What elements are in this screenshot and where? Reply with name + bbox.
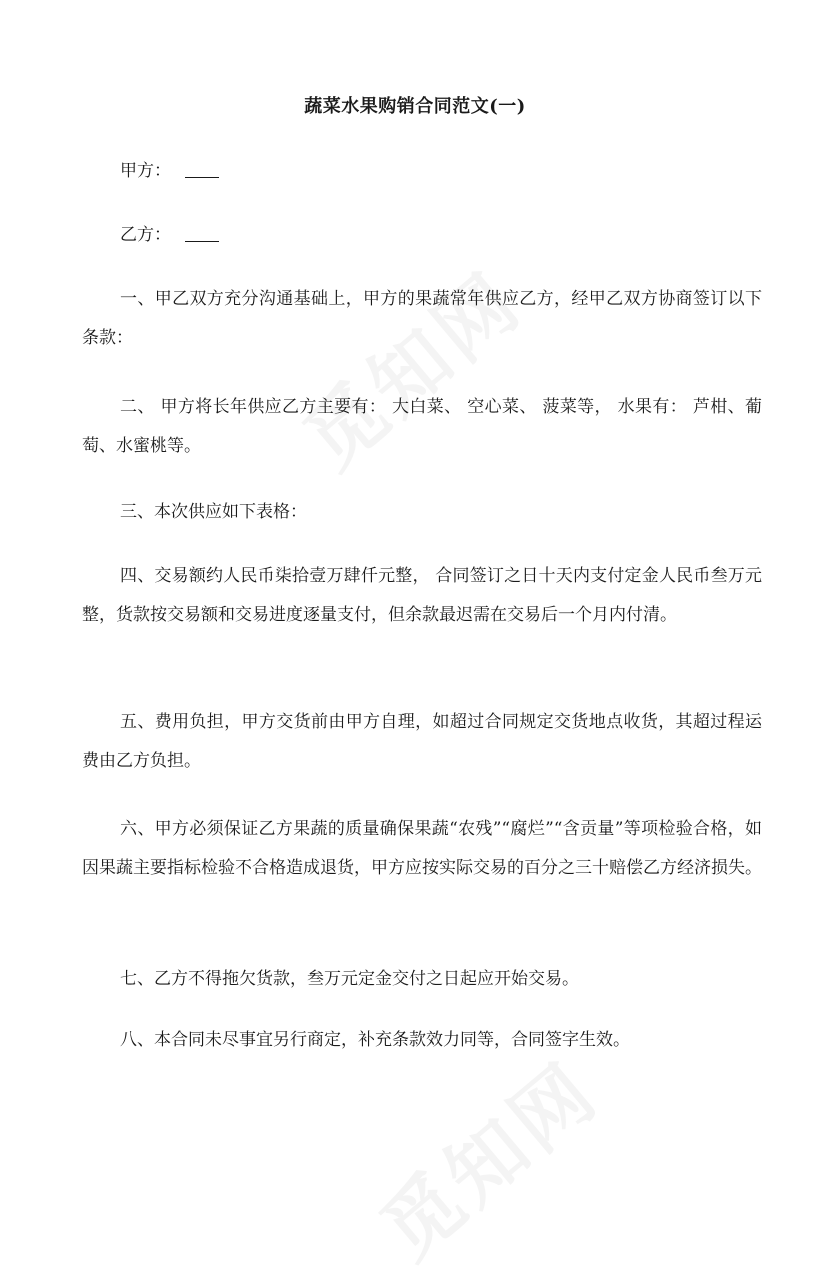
clause-7: 七、乙方不得拖欠货款，叁万元定金交付之日起应开始交易。 (120, 969, 579, 989)
party-a-blank (185, 159, 219, 178)
party-a-label: 甲方： (120, 161, 171, 181)
party-b-label: 乙方： (120, 225, 171, 245)
clause-6: 六、甲方必须保证乙方果蔬的质量确保果蔬“农残”“腐烂”“含贡量”等项检验合格，如因果蔬主要指标检验不合格造成退货，甲方应按实际交易的百分之三十赔偿乙方经济损失。 (82, 819, 762, 878)
document-title: 蔬菜水果购销合同范文(一) (304, 96, 526, 117)
clause-2: 二、 甲方将长年供应乙方主要有： 大白菜、 空心菜、 菠菜等， 水果有： 芦柑、葡萄、水蜜桃等。 (82, 397, 762, 456)
clause-4: 四、交易额约人民币柒拾壹万肆仟元整， 合同签订之日十天内支付定金人民币叁万元整，货款按交易额和交易进度逐量支付，但余款最迟需在交易后一个月内付清。 (82, 566, 762, 625)
clause-1: 一、甲乙双方充分沟通基础上，甲方的果蔬常年供应乙方，经甲乙双方协商签订以下条款： (82, 289, 762, 348)
clause-3: 三、本次供应如下表格： (120, 502, 307, 522)
party-a-line (120, 154, 219, 188)
party-b-line (120, 218, 219, 252)
party-b-blank (185, 223, 219, 242)
clause-8: 八、本合同未尽事宜另行商定，补充条款效力同等，合同签字生效。 (120, 1030, 630, 1050)
clause-5: 五、费用负担，甲方交货前由甲方自理，如超过合同规定交货地点收货，其超过程运费由乙方负担。 (82, 712, 762, 771)
watermark-bottom (353, 1032, 618, 1280)
